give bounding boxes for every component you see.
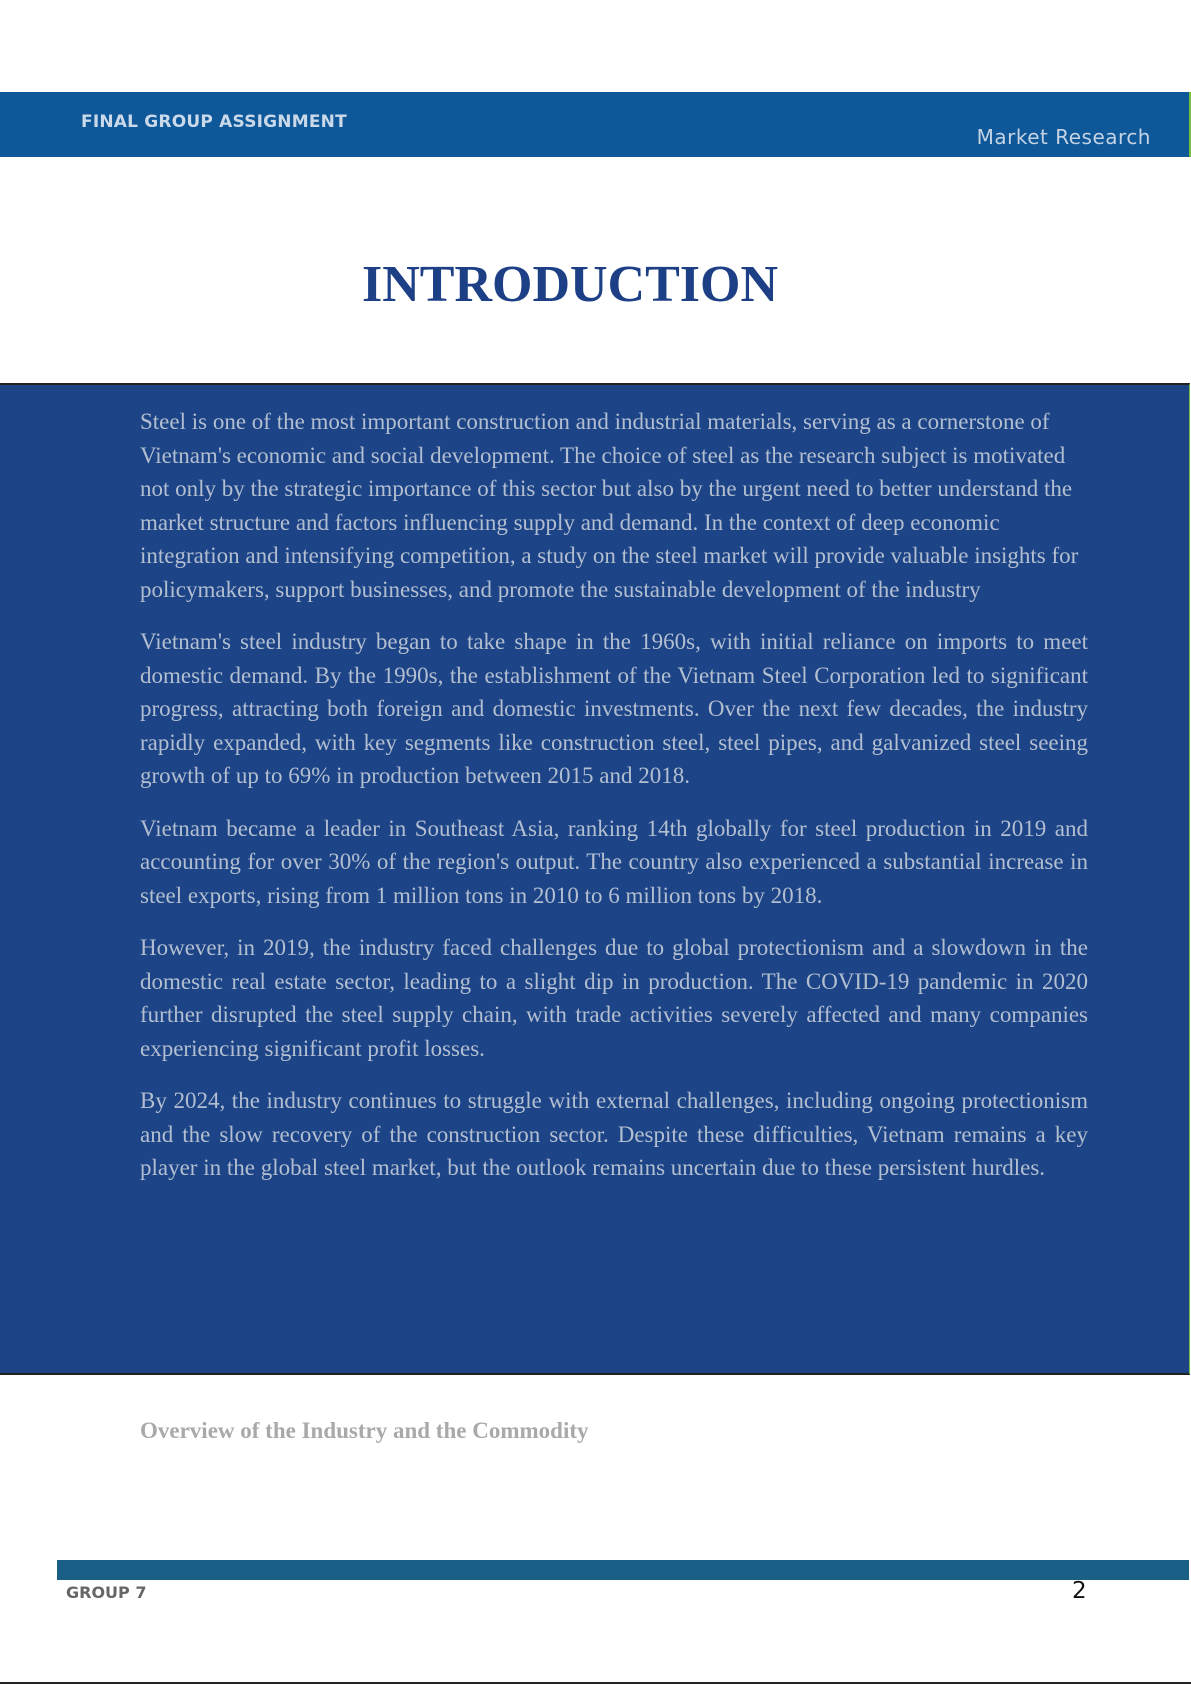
assignment-label: FINAL GROUP ASSIGNMENT (81, 112, 347, 132)
page-title: INTRODUCTION (361, 256, 779, 313)
introduction-body-panel (0, 383, 1190, 1375)
introduction-text (140, 405, 1088, 1204)
group-label: GROUP 7 (66, 1583, 147, 1602)
paragraph-5: By 2024, the industry continues to struggle with external challenges, including ongoing protectionism and the slow recovery of the construction sector. Despite these difficulties, Vietnam remains a key player in the global steel market, but the outlook remains uncertain due to these persistent hurdles. (140, 1088, 1088, 1180)
header-band (0, 92, 1191, 157)
next-section-heading: Overview of the Industry and the Commodity (140, 1418, 589, 1443)
paragraph-1: Steel is one of the most important construction and industrial materials, serving as a cornerstone of Vietnam's economic and social development. The choice of steel as the research subject is motivated not only by the strategic importance of this sector but also by the urgent need to better understand the market structure and factors influencing supply and demand. In the context of deep economic integration and intensifying competition, a study on the steel market will provide valuable insights for policymakers, support businesses, and promote the sustainable development of the industry (140, 409, 1079, 602)
paragraph-3: Vietnam became a leader in Southeast Asia, ranking 14th globally for steel production in 2019 and accounting for over 30% of the region's output. The country also experienced a substantial increase in steel exports, rising from 1 million tons in 2010 to 6 million tons by 2018. (140, 815, 1088, 908)
footer-bar (57, 1560, 1189, 1580)
page-bottom-rule (0, 1682, 1191, 1684)
document-topic-label: Market Research (976, 125, 1151, 149)
paragraph-2: Vietnam's steel industry began to take shape in the 1960s, with initial reliance on imports to meet domestic demand. By the 1990s, the establishment of the Vietnam Steel Corporation led to significant progress, attracting both foreign and domestic investments. Over the next few decades, the industry rapidly expanded, with key segments like construction steel, steel pipes, and galvanized steel seeing growth of up to 69% in production between 2015 and 2018. (140, 629, 1088, 788)
page-number: 2 (1072, 1578, 1087, 1604)
paragraph-4: However, in 2019, the industry faced challenges due to global protectionism and a slowdown in the domestic real estate sector, leading to a slight dip in production. The COVID-19 pandemic in 2020 further disrupted the steel supply chain, with trade activities severely affected and many companies experiencing significant profit losses. (140, 935, 1088, 1061)
